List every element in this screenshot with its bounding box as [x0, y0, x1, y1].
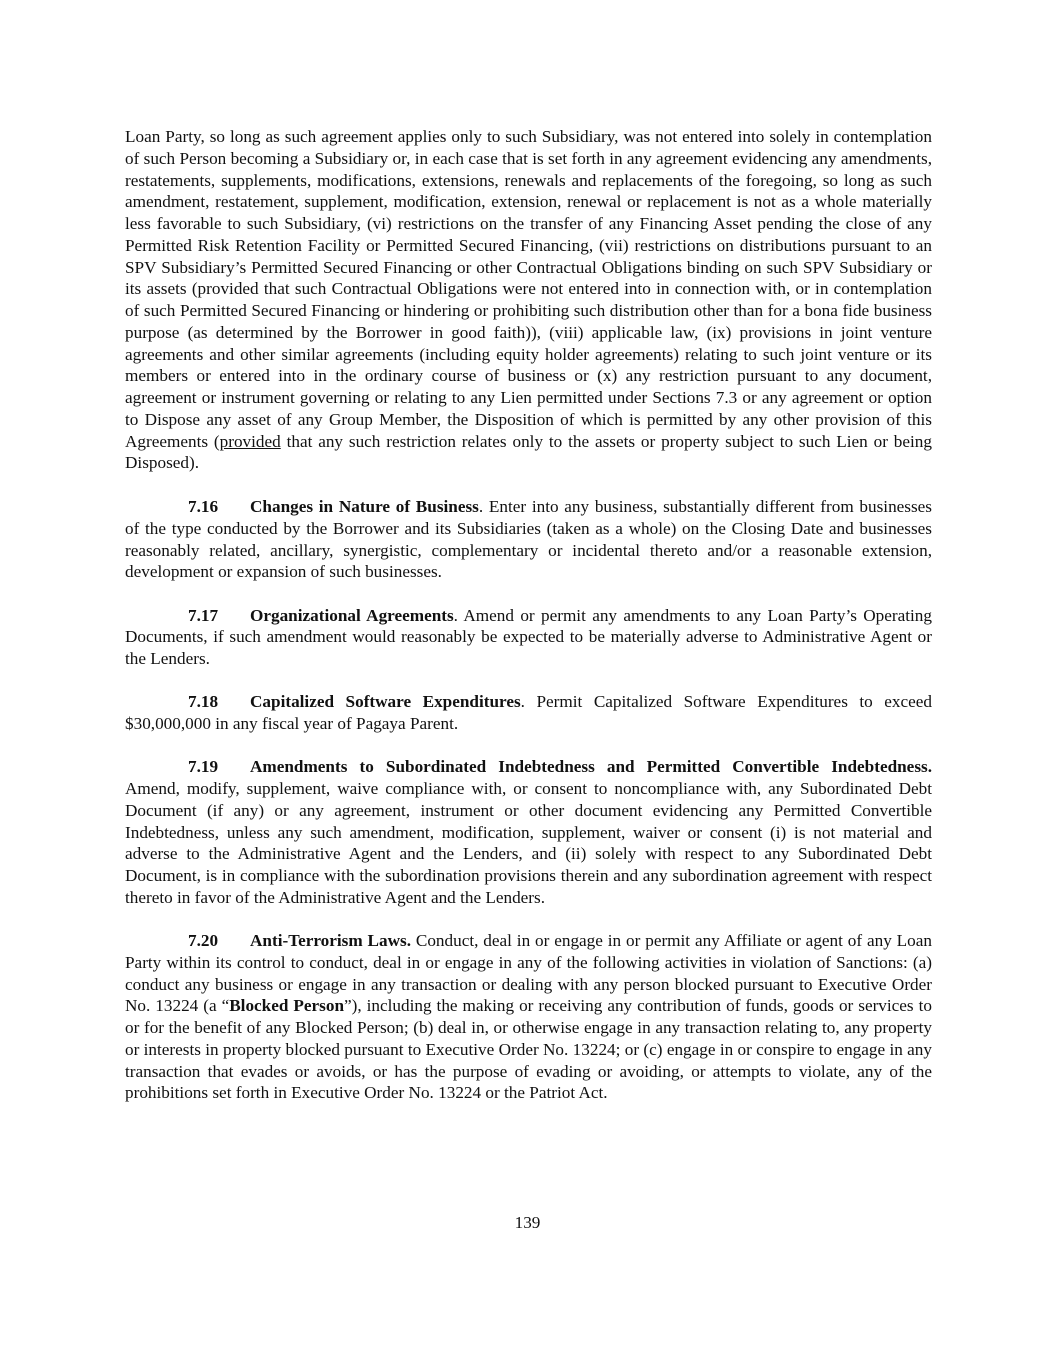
section-body-a: Conduct, deal in or engage in or permit any Affiliate or agent of any Loan Party within its control to conduct, deal in or engage in any of the following activities in violation of Sanctions: (a) conduct any business or engage in any transaction or dealing with any person blocked pursuant to Executive Order No. 13224 (a “: [125, 931, 932, 1016]
section-7-19: [125, 756, 932, 908]
section-number: 7.20: [188, 931, 219, 950]
section-number: 7.17: [188, 605, 219, 625]
section-7-17: [125, 605, 932, 670]
section-7-20: [125, 930, 932, 1104]
section-body: Amend, modify, supplement, waive compliance with, or consent to noncompliance with, any Subordinated Debt Document (if any) or any agreement, instrument or other document evidencing any Permitted Convertible Indebtedness, unless any such amendment, modification, supplement, waiver or consent (i) is not material and adverse to the Administrative Agent and the Lenders, and (ii) solely with respect to any Subordinated Debt Document, is in compliance with the subordination provisions therein and any subordination agreement with respect thereto in favor of the Administrative Agent and the Lenders.: [125, 779, 932, 907]
section-title: Organizational Agreements: [250, 605, 454, 625]
section-body: . Enter into any business, substantially different from businesses of the type conducted by the Borrower and its Subsidiaries (taken as a whole) on the Closing Date and businesses reasonably related, ancillary, synergistic, complementary or incidental thereto and/or a reasonable extension, development or expansion of such businesses.: [125, 497, 932, 582]
continuation-text-a: Loan Party, so long as such agreement applies only to such Subsidiary, was not entered into solely in contemplation of such Person becoming a Subsidiary or, in each case that is set forth in any agreement evidencing any amendments, restatements, supplements, modifications, extensions, renewals and replacements of the foregoing, so long as such amendment, restatement, supplement, modification, extension, renewal or replacement is not as a whole materially less favorable to such Subsidiary, (vi) restrictions on the transfer of any Financing Asset pending the close of any Permitted Risk Retention Facility or Permitted Secured Financing, (vii) restrictions on distributions pursuant to an SPV Subsidiary’s Permitted Secured Financing or other Contractual Obligations binding on such SPV Subsidiary or its assets (provided that such Contractual Obligations were not entered into in connection with, or in contemplation of such Permitted Secured Financing or hindering or prohibiting such distribution other than for a bona fide business purpose (as determined by the Borrower in good faith)), (viii) applicable law, (ix) provisions in joint venture agreements and other similar agreements (including equity holder agreements) relating to such joint venture or its members or entered into in the ordinary course of business or (x) any restriction pursuant to any document, agreement or instrument governing or relating to any Lien permitted under Sections 7.3 or any agreement or option to Dispose any asset of any Group Member, the Disposition of which is permitted by any other provision of this Agreements (: [125, 127, 932, 451]
section-title: Amendments to Subordinated Indebtedness and Permitted Convertible Indebtedness.: [250, 757, 932, 777]
section-title: Capitalized Software Expenditures: [250, 692, 521, 712]
continuation-text-b: that any such restriction relates only to the assets or property subject to such Lien or being Disposed).: [125, 431, 932, 473]
section-title: Anti-Terrorism Laws.: [250, 931, 411, 950]
defined-term-blocked-person: Blocked Person: [229, 996, 345, 1016]
document-body: [125, 126, 932, 1126]
section-number: 7.16: [188, 497, 219, 516]
provided-term: provided: [219, 431, 281, 451]
section-body: . Amend or permit any amendments to any Loan Party’s Operating Documents, if such amendment would reasonably be expected to be materially adverse to Administrative Agent or the Lenders.: [125, 605, 932, 668]
section-title: Changes in Nature of Business: [250, 497, 479, 516]
section-body: . Permit Capitalized Software Expenditures to exceed $30,000,000 in any fiscal year of Pagaya Parent.: [125, 692, 932, 733]
continuation-paragraph: [125, 126, 932, 474]
section-7-18: [125, 691, 932, 735]
section-number: 7.18: [188, 692, 219, 712]
section-body-b: ”), including the making or receiving any contribution of funds, goods or services to or for the benefit of any Blocked Person; (b) deal in, or otherwise engage in any transaction relating to, any property or interests in property blocked pursuant to Executive Order No. 13224; or (c) engage in or conspire to engage in any transaction that evades or avoids, or has the purpose of evading or avoiding, or attempts to violate, any of the prohibitions set forth in Executive Order No. 13224 or the Patriot Act.: [125, 996, 932, 1103]
section-7-16: [125, 496, 932, 583]
page-number: 139: [514, 1213, 541, 1232]
section-number: 7.19: [188, 757, 219, 777]
